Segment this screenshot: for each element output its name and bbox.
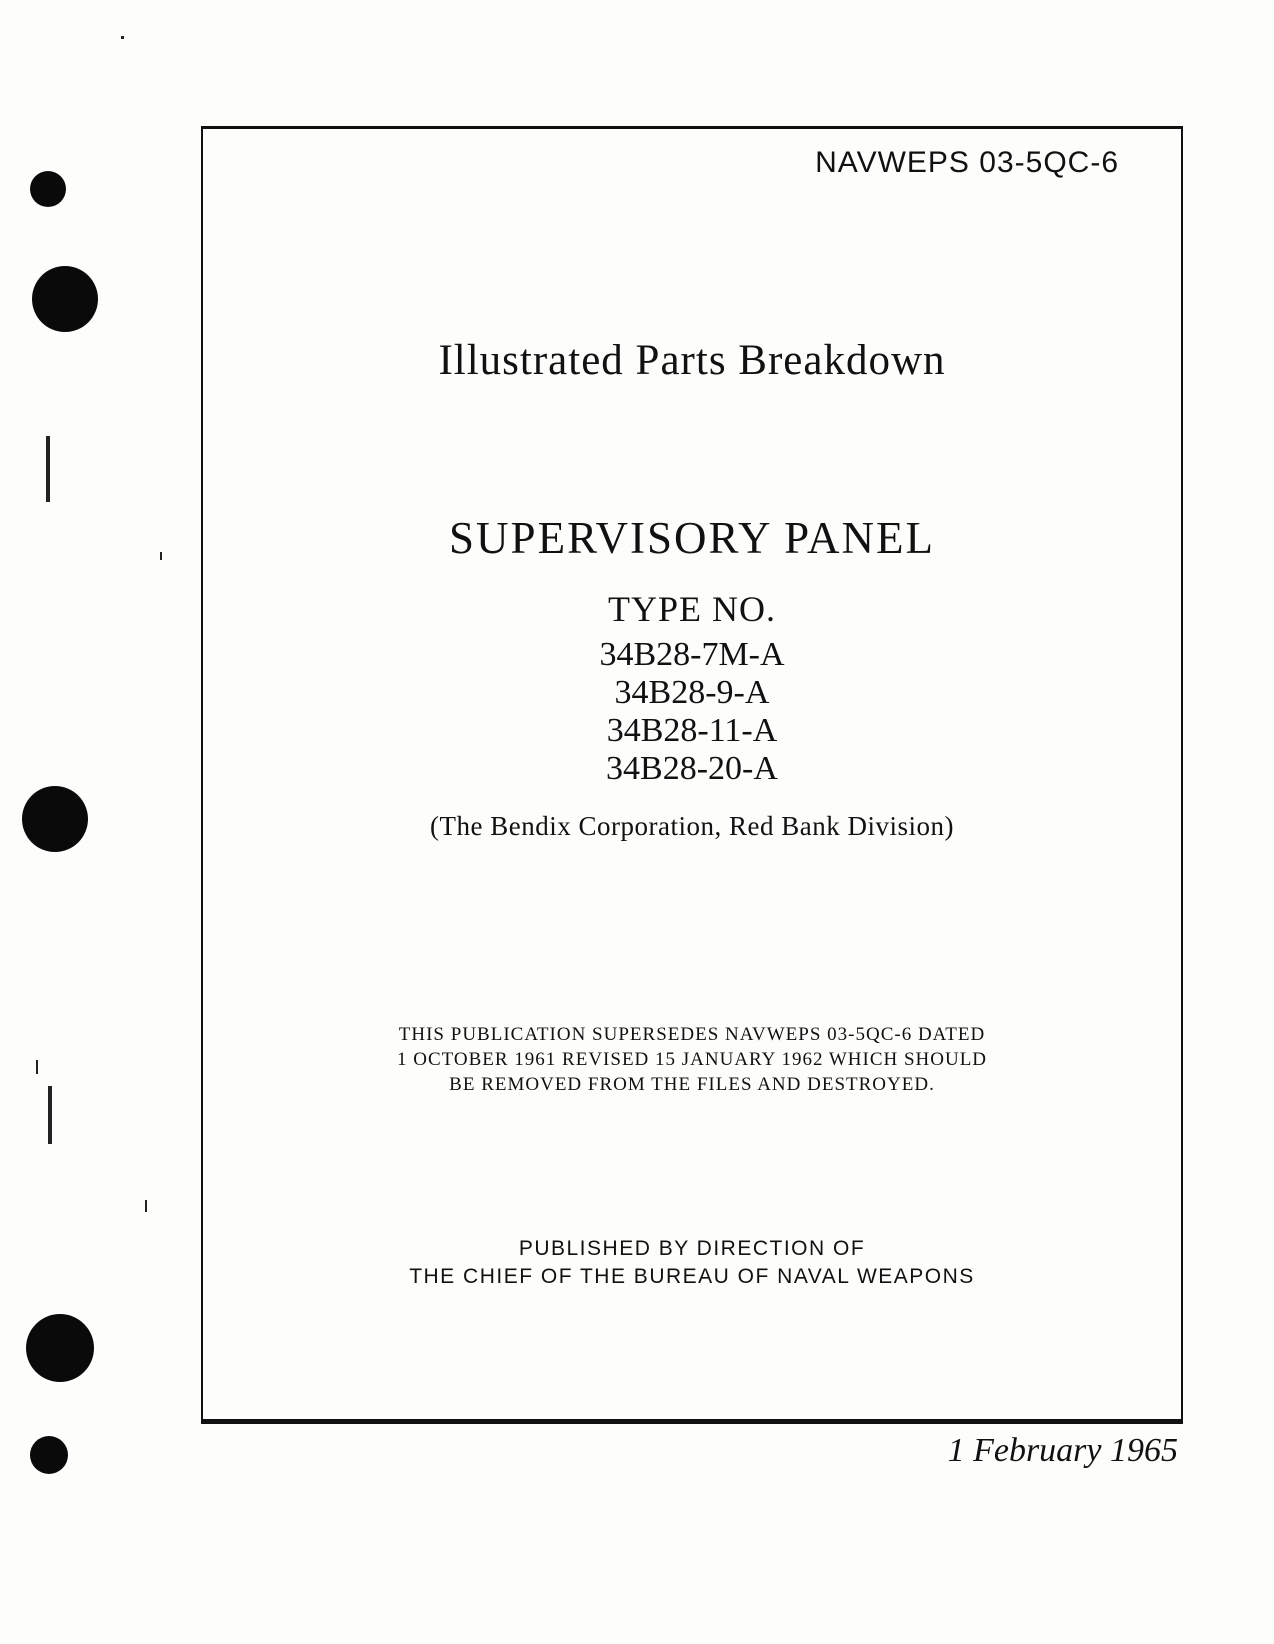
supersedes-notice <box>201 1022 1183 1097</box>
type-number-label: TYPE NO. <box>608 589 776 629</box>
publication-type: Illustrated Parts Breakdown <box>438 337 946 384</box>
binder-hole-5 <box>30 1436 68 1474</box>
binder-hole-2 <box>32 266 98 332</box>
scan-mark <box>121 36 124 39</box>
scan-mark <box>36 1060 38 1074</box>
type-number: 34B28-9-A <box>614 674 770 711</box>
type-number: 34B28-20-A <box>606 750 778 787</box>
notice-line: 1 OCTOBER 1961 REVISED 15 JANUARY 1962 WHICH SHOULD <box>396 1049 988 1070</box>
scan-mark <box>46 436 50 502</box>
notice-line: THIS PUBLICATION SUPERSEDES NAVWEPS 03-5QC-6 DATED <box>398 1024 986 1045</box>
scan-mark <box>160 552 162 560</box>
document-title: SUPERVISORY PANEL <box>449 513 935 563</box>
type-number: 34B28-7M-A <box>599 636 785 673</box>
published-line: THE CHIEF OF THE BUREAU OF NAVAL WEAPONS <box>409 1265 975 1288</box>
binder-hole-4 <box>26 1314 94 1382</box>
publication-date: 1 February 1965 <box>947 1432 1178 1469</box>
scan-mark <box>145 1200 147 1212</box>
document-number: NAVWEPS 03-5QC-6 <box>815 146 1119 179</box>
type-number: 34B28-11-A <box>606 712 778 749</box>
scan-mark <box>48 1086 52 1144</box>
binder-hole-1 <box>30 171 66 207</box>
type-number-list <box>201 636 1183 788</box>
notice-line: BE REMOVED FROM THE FILES AND DESTROYED. <box>449 1074 935 1095</box>
binder-hole-3 <box>22 786 88 852</box>
published-line: PUBLISHED BY DIRECTION OF <box>518 1237 866 1260</box>
published-by <box>201 1235 1183 1291</box>
manufacturer: (The Bendix Corporation, Red Bank Division) <box>430 811 954 841</box>
